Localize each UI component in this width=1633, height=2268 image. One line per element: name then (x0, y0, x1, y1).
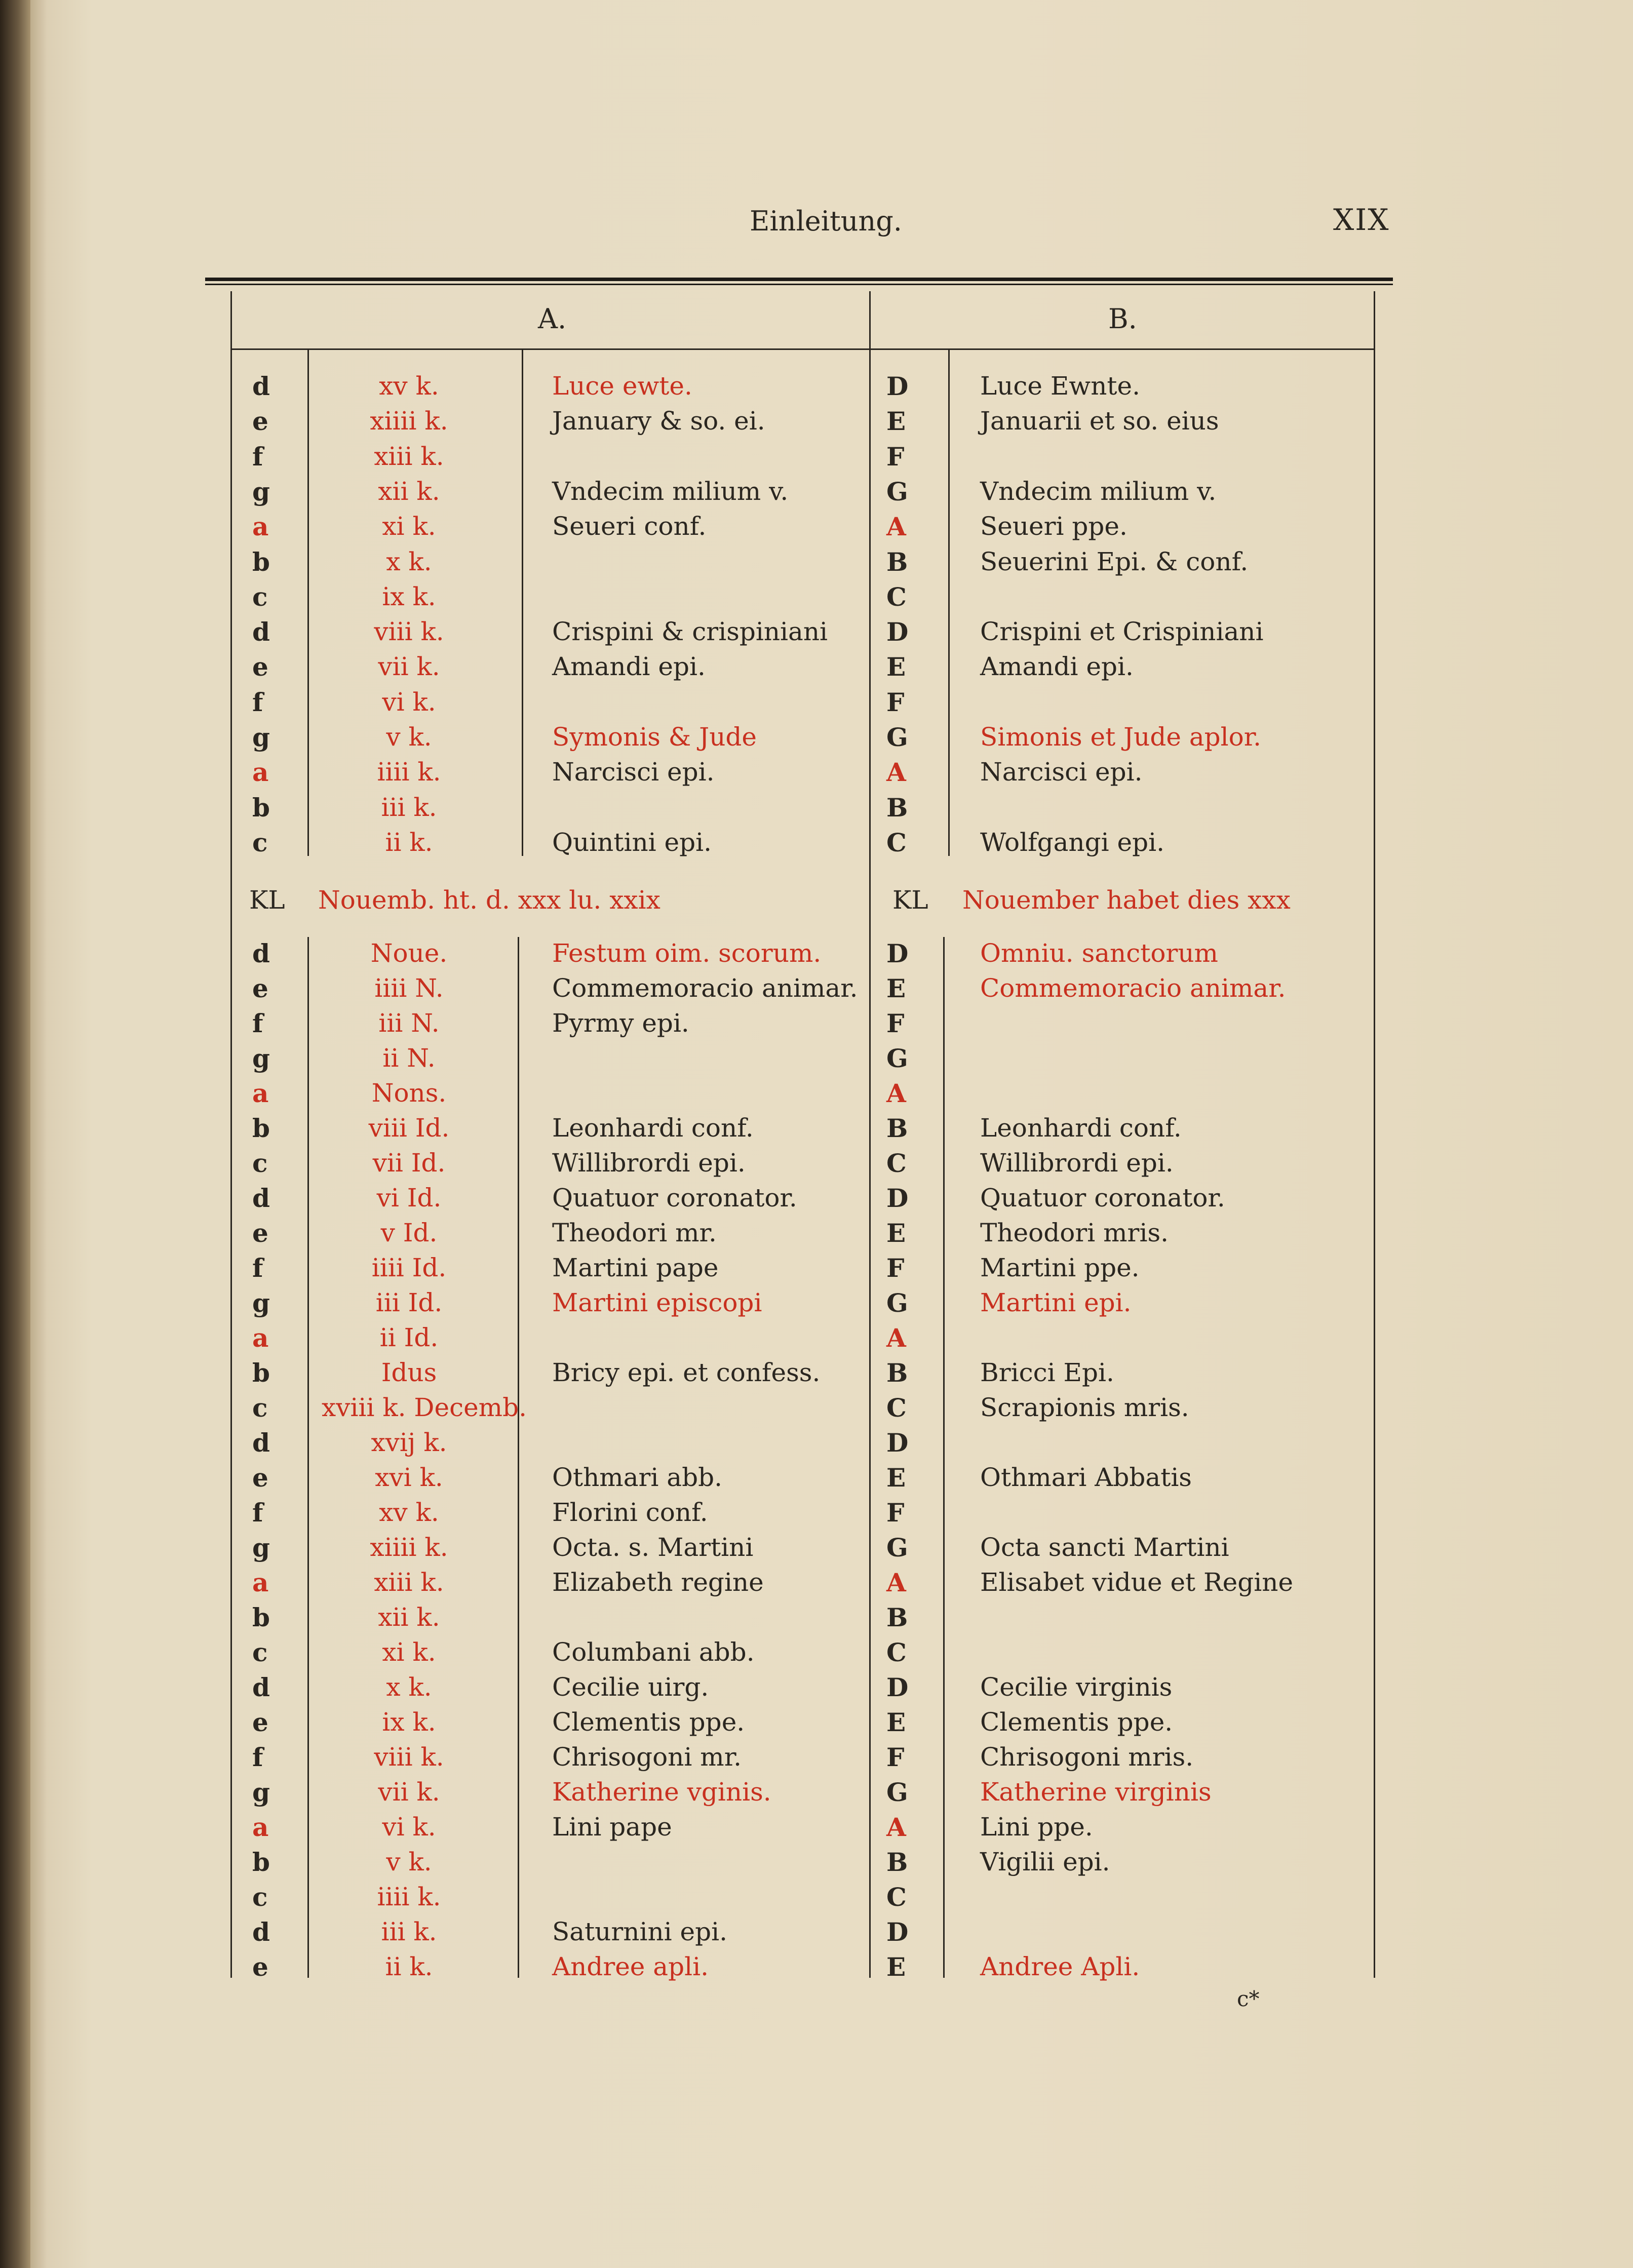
dominical-letter-b: E (886, 1707, 906, 1737)
calendar-row (0, 1847, 1633, 1883)
dominical-letter-b: B (886, 1602, 908, 1632)
dominical-letter-a: d (252, 939, 270, 968)
calendar-row (0, 1358, 1633, 1393)
calendar-row (0, 1498, 1633, 1533)
calendar-row (0, 1323, 1633, 1358)
dominical-letter-a: d (252, 617, 270, 647)
dominical-letter-b: A (886, 757, 906, 788)
calendar-row (0, 939, 1633, 974)
dominical-letter-b: A (886, 1568, 906, 1597)
calendar-row (0, 477, 1633, 512)
feast-b: Chrisogoni mris. (980, 1742, 1194, 1772)
dominical-letter-b: F (886, 1253, 905, 1283)
feast-a: Saturnini epi. (552, 1917, 728, 1946)
feast-b: Commemoracio animar. (980, 973, 1286, 1003)
dominical-letter-a: b (252, 792, 270, 823)
feast-b: Martini epi. (980, 1288, 1132, 1317)
date-a: vi k. (382, 687, 436, 717)
calendar-row (0, 371, 1633, 407)
date-a: xv k. (379, 371, 439, 401)
calendar-row (0, 1078, 1633, 1114)
dominical-letter-a: a (252, 1078, 269, 1108)
dominical-letter-a: f (252, 441, 263, 472)
feast-a: Luce ewte. (552, 371, 692, 401)
feast-a: Crispini & crispiniani (552, 617, 828, 647)
dominical-letter-a: a (252, 512, 269, 542)
feast-b: Theodori mris. (980, 1218, 1169, 1247)
feast-a: Seueri conf. (552, 512, 707, 541)
feast-b: Elisabet vidue et Regine (980, 1568, 1294, 1597)
feast-b: Willibrordi epi. (980, 1148, 1174, 1178)
feast-a: Katherine vginis. (552, 1777, 771, 1807)
feast-a: Florini conf. (552, 1498, 708, 1527)
feast-b: Narcisci epi. (980, 757, 1143, 787)
feast-a: Cecilie uirg. (552, 1672, 709, 1702)
top-rule-thin (205, 284, 1393, 285)
calendar-row (0, 1602, 1633, 1638)
dominical-letter-a: f (252, 687, 263, 717)
dominical-letter-a: g (252, 476, 270, 506)
date-a: v Id. (380, 1218, 438, 1247)
dominical-letter-a: g (252, 1043, 270, 1073)
date-a: iiii k. (377, 1882, 441, 1911)
feast-a: Quatuor coronator. (552, 1183, 797, 1213)
calendar-row (0, 512, 1633, 547)
dominical-letter-a: a (252, 1812, 269, 1842)
date-a: ii k. (385, 827, 433, 857)
calendar-row (0, 1568, 1633, 1603)
calendar-row (0, 1393, 1633, 1428)
feast-b: Katherine virginis (980, 1777, 1212, 1807)
calendar-row (0, 1008, 1633, 1044)
kl-a-label: KL (249, 885, 285, 915)
calendar-row (0, 617, 1633, 652)
dominical-letter-b: C (886, 827, 907, 857)
feast-b: Bricci Epi. (980, 1358, 1114, 1387)
calendar-row (0, 547, 1633, 582)
feast-a: Martini episcopi (552, 1288, 762, 1317)
date-a: vii Id. (372, 1148, 446, 1178)
date-a: vii k. (378, 1777, 440, 1807)
dominical-letter-b: G (886, 476, 908, 506)
dominical-letter-b: B (886, 1847, 908, 1877)
dominical-letter-a: b (252, 1358, 270, 1388)
dominical-letter-a: g (252, 1777, 270, 1807)
dominical-letter-a: e (252, 1707, 268, 1737)
feast-b: Leonhardi conf. (980, 1113, 1182, 1143)
feast-a: Theodori mr. (552, 1218, 717, 1247)
date-a: iii k. (381, 1917, 437, 1946)
date-a: v k. (386, 722, 432, 752)
dominical-letter-a: e (252, 1952, 268, 1982)
feast-a: Clementis ppe. (552, 1707, 745, 1737)
dominical-letter-a: e (252, 406, 268, 437)
feast-a: Chrisogoni mr. (552, 1742, 742, 1772)
dominical-letter-b: G (886, 722, 908, 752)
calendar-row (0, 652, 1633, 687)
dominical-letter-b: F (886, 687, 905, 717)
dominical-letter-a: g (252, 722, 270, 752)
dominical-letter-a: f (252, 1742, 263, 1772)
calendar-row (0, 1917, 1633, 1952)
dominical-letter-b: C (886, 1393, 907, 1423)
feast-b: Amandi epi. (980, 652, 1134, 682)
dominical-letter-a: f (252, 1498, 263, 1528)
feast-b: Januarii et so. eius (980, 406, 1219, 436)
date-a: iiii k. (377, 757, 441, 787)
feast-a: Amandi epi. (552, 652, 706, 682)
feast-a: Andree apli. (552, 1952, 709, 1981)
calendar-row (0, 1288, 1633, 1323)
calendar-row (0, 1043, 1633, 1079)
feast-b: Scrapionis mris. (980, 1393, 1189, 1422)
dominical-letter-b: E (886, 973, 906, 1003)
dominical-letter-a: d (252, 1428, 270, 1458)
dominical-letter-b: E (886, 406, 906, 437)
calendar-row (0, 1148, 1633, 1184)
date-a: Noue. (370, 939, 448, 968)
dominical-letter-b: E (886, 1952, 906, 1982)
dominical-letter-b: G (886, 1777, 908, 1807)
calendar-row (0, 973, 1633, 1009)
dominical-letter-b: F (886, 1008, 905, 1038)
date-a: xi k. (382, 512, 436, 541)
dominical-letter-a: e (252, 1463, 268, 1493)
dominical-letter-a: d (252, 1672, 270, 1702)
feast-a: Leonhardi conf. (552, 1113, 754, 1143)
date-a: iii N. (378, 1008, 440, 1038)
dominical-letter-b: C (886, 1637, 907, 1667)
calendar-row (0, 1113, 1633, 1149)
calendar-row (0, 1218, 1633, 1254)
top-rule (205, 278, 1393, 281)
dominical-letter-b: F (886, 441, 905, 472)
date-a: viii k. (374, 1742, 444, 1772)
calendar-row (0, 722, 1633, 758)
calendar-row (0, 1882, 1633, 1918)
feast-b: Octa sancti Martini (980, 1533, 1229, 1562)
date-a: x k. (386, 546, 432, 576)
dominical-letter-a: c (252, 1148, 268, 1178)
calendar-row (0, 1952, 1633, 1987)
dominical-letter-b: B (886, 546, 908, 577)
feast-b: Vndecim milium v. (980, 476, 1217, 506)
date-a: ii Id. (379, 1323, 439, 1352)
feast-a: Willibrordi epi. (552, 1148, 746, 1178)
calendar-row (0, 687, 1633, 723)
date-a: Nons. (371, 1078, 447, 1108)
feast-b: Crispini et Crispiniani (980, 617, 1264, 647)
dominical-letter-b: C (886, 1148, 907, 1178)
dominical-letter-a: b (252, 1602, 270, 1632)
feast-a: Octa. s. Martini (552, 1533, 754, 1562)
date-a: iiii Id. (371, 1253, 447, 1282)
date-a: vii k. (378, 652, 440, 682)
calendar-row (0, 1533, 1633, 1568)
dominical-letter-b: C (886, 1882, 907, 1912)
dominical-letter-a: c (252, 1393, 268, 1423)
feast-a: Vndecim milium v. (552, 476, 789, 506)
feast-b: Omniu. sanctorum (980, 939, 1218, 968)
date-a: xii k. (378, 476, 440, 506)
feast-b: Seuerini Epi. & conf. (980, 546, 1249, 576)
dominical-letter-b: D (886, 939, 909, 968)
feast-b: Simonis et Jude aplor. (980, 722, 1262, 752)
date-a: xviii k. Decemb. (322, 1393, 527, 1422)
calendar-row (0, 1463, 1633, 1498)
dominical-letter-b: G (886, 1043, 908, 1073)
dominical-letter-b: B (886, 792, 908, 823)
dominical-letter-a: f (252, 1008, 263, 1038)
calendar-row (0, 1183, 1633, 1219)
dominical-letter-b: B (886, 1113, 908, 1143)
dominical-letter-a: d (252, 1183, 270, 1213)
date-a: Idus (381, 1358, 437, 1387)
feast-a: Commemoracio animar. (552, 973, 858, 1003)
kl-a-text: Nouemb. ht. d. xxx lu. xxix (318, 885, 660, 915)
dominical-letter-b: F (886, 1742, 905, 1772)
calendar-row (0, 1777, 1633, 1813)
dominical-letter-b: D (886, 1183, 909, 1213)
feast-b: Cecilie virginis (980, 1672, 1173, 1702)
date-a: vi Id. (376, 1183, 442, 1213)
date-a: xv k. (379, 1498, 439, 1527)
dominical-letter-a: a (252, 1323, 269, 1353)
dominical-letter-a: b (252, 1113, 270, 1143)
calendar-row (0, 757, 1633, 793)
date-a: iii Id. (375, 1288, 443, 1317)
date-a: vi k. (382, 1812, 436, 1842)
feast-a: Martini pape (552, 1253, 719, 1282)
date-a: x k. (386, 1672, 432, 1702)
feast-b: Wolfgangi epi. (980, 827, 1164, 857)
calendar-row (0, 1672, 1633, 1708)
calendar-row (0, 1742, 1633, 1778)
dominical-letter-b: F (886, 1498, 905, 1528)
feast-a: Othmari abb. (552, 1463, 723, 1492)
feast-a: Quintini epi. (552, 827, 712, 857)
kl-b-label: KL (892, 885, 928, 915)
date-a: xvi k. (375, 1463, 443, 1492)
dominical-letter-a: d (252, 371, 270, 401)
calendar-row (0, 1637, 1633, 1673)
dominical-letter-a: c (252, 581, 268, 612)
column-b-heading: B. (1108, 303, 1137, 335)
feast-a: Columbani abb. (552, 1637, 755, 1667)
date-a: ii N. (382, 1043, 436, 1073)
dominical-letter-a: c (252, 1882, 268, 1912)
date-a: v k. (386, 1847, 432, 1876)
date-a: xvij k. (371, 1428, 447, 1457)
feast-a: Bricy epi. et confess. (552, 1358, 821, 1387)
dominical-letter-b: E (886, 652, 906, 682)
dominical-letter-b: G (886, 1533, 908, 1562)
calendar-row (0, 406, 1633, 442)
dominical-letter-a: e (252, 1218, 268, 1248)
dominical-letter-b: B (886, 1358, 908, 1388)
feast-b: Lini ppe. (980, 1812, 1093, 1842)
feast-b: Vigilii epi. (980, 1847, 1110, 1876)
dominical-letter-b: D (886, 371, 909, 401)
dominical-letter-b: D (886, 1672, 909, 1702)
dominical-letter-a: a (252, 757, 269, 788)
dominical-letter-b: A (886, 512, 906, 542)
dominical-letter-b: E (886, 1218, 906, 1248)
feast-a: Elizabeth regine (552, 1568, 764, 1597)
feast-b: Clementis ppe. (980, 1707, 1173, 1737)
dominical-letter-b: A (886, 1812, 906, 1842)
calendar-row (0, 1812, 1633, 1848)
feast-b: Quatuor coronator. (980, 1183, 1225, 1213)
dominical-letter-a: d (252, 1917, 270, 1947)
feast-a: January & so. ei. (552, 406, 765, 436)
date-a: iii k. (381, 792, 437, 822)
feast-b: Martini ppe. (980, 1253, 1140, 1282)
dominical-letter-a: e (252, 652, 268, 682)
page-number: XIX (1333, 203, 1390, 237)
feast-a: Lini pape (552, 1812, 672, 1842)
dominical-letter-a: f (252, 1253, 263, 1283)
dominical-letter-a: e (252, 973, 268, 1003)
dominical-letter-b: D (886, 1428, 909, 1458)
dominical-letter-a: g (252, 1288, 270, 1318)
dominical-letter-b: D (886, 617, 909, 647)
date-a: viii Id. (368, 1113, 450, 1143)
calendar-row (0, 1428, 1633, 1463)
feast-b: Seueri ppe. (980, 512, 1127, 541)
date-a: xii k. (378, 1602, 440, 1632)
dominical-letter-a: b (252, 1847, 270, 1877)
dominical-letter-b: E (886, 1463, 906, 1493)
feast-b: Othmari Abbatis (980, 1463, 1192, 1492)
dominical-letter-b: A (886, 1323, 906, 1353)
date-a: ix k. (382, 581, 436, 611)
calendar-row (0, 1707, 1633, 1743)
date-a: viii k. (374, 617, 444, 647)
calendar-row (0, 582, 1633, 617)
calendar-row (0, 442, 1633, 477)
running-title: Einleitung. (750, 205, 902, 237)
header-underline (230, 348, 1375, 350)
dominical-letter-a: c (252, 827, 268, 857)
date-a: xi k. (382, 1637, 436, 1667)
feast-b: Luce Ewnte. (980, 371, 1140, 401)
date-a: ix k. (382, 1707, 436, 1737)
calendar-row (0, 1253, 1633, 1288)
feast-a: Symonis & Jude (552, 722, 757, 752)
dominical-letter-a: b (252, 546, 270, 577)
calendar-row (0, 793, 1633, 828)
date-a: xiii k. (374, 441, 444, 471)
dominical-letter-b: D (886, 1917, 909, 1947)
feast-a: Pyrmy epi. (552, 1008, 689, 1038)
signature-mark: c* (1237, 1986, 1260, 2011)
dominical-letter-b: G (886, 1288, 908, 1318)
dominical-letter-a: a (252, 1568, 269, 1597)
kl-row (0, 885, 1633, 921)
date-a: ii k. (385, 1952, 433, 1981)
feast-b: Andree Apli. (980, 1952, 1140, 1981)
dominical-letter-b: C (886, 581, 907, 612)
dominical-letter-b: A (886, 1078, 906, 1108)
date-a: xiiii k. (370, 1533, 448, 1562)
feast-a: Festum oim. scorum. (552, 939, 822, 968)
feast-a: Narcisci epi. (552, 757, 715, 787)
date-a: xiii k. (374, 1568, 444, 1597)
dominical-letter-a: c (252, 1637, 268, 1667)
date-a: xiiii k. (370, 406, 448, 436)
date-a: iiii N. (374, 973, 444, 1003)
kl-b-text: Nouember habet dies xxx (962, 885, 1291, 915)
column-a-heading: A. (538, 303, 567, 335)
dominical-letter-a: g (252, 1533, 270, 1562)
calendar-row (0, 828, 1633, 863)
